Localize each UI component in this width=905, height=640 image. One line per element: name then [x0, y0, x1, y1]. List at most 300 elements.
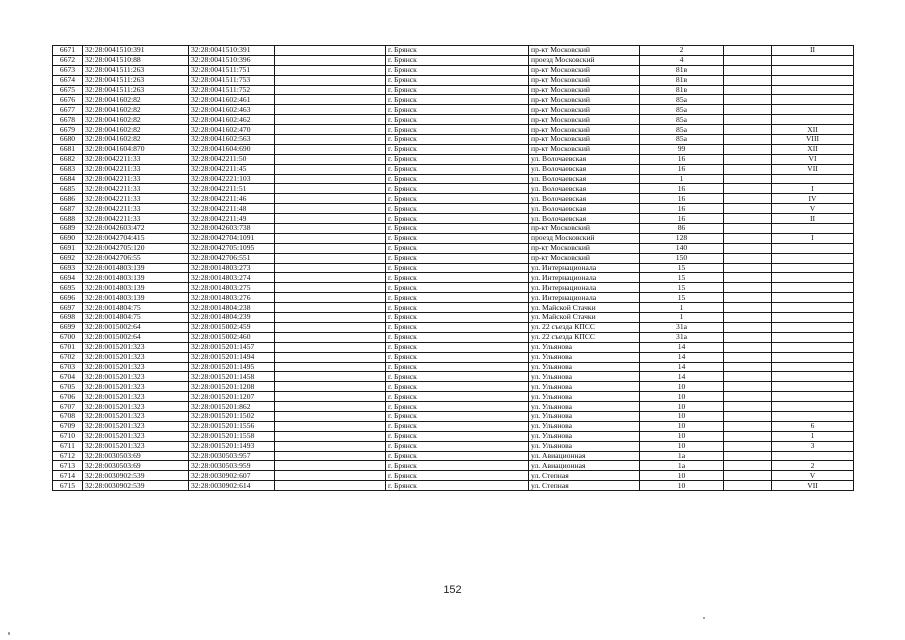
- cell-street: ул. Волочаевская: [529, 174, 640, 184]
- cell-extra-col-2: [724, 372, 772, 382]
- cell-apartment: II: [772, 46, 854, 56]
- cell-row-number: 6714: [53, 471, 83, 481]
- cell-apartment: 6: [772, 421, 854, 431]
- cell-extra-col: [275, 461, 386, 471]
- table-row: [53, 135, 854, 145]
- cell-cadastral-number: 32:28:0015201:1558: [189, 431, 275, 441]
- cell-extra-col: [275, 471, 386, 481]
- cell-cadastral-number: 32:28:0014803:275: [189, 283, 275, 293]
- table-row: [53, 352, 854, 362]
- cell-row-number: 6674: [53, 75, 83, 85]
- cell-apartment: VI: [772, 154, 854, 164]
- table-row: [53, 372, 854, 382]
- cell-street: ул. Ульянова: [529, 392, 640, 402]
- cell-street: ул. 22 съезда КПСС: [529, 322, 640, 332]
- cell-apartment: [772, 253, 854, 263]
- cell-apartment: [772, 303, 854, 313]
- table-row: [53, 184, 854, 194]
- cell-cadastral-number: 32:28:0042211:49: [189, 214, 275, 224]
- cell-street: проезд Московский: [529, 233, 640, 243]
- cell-extra-col-2: [724, 95, 772, 105]
- cell-extra-col: [275, 283, 386, 293]
- cell-extra-col: [275, 105, 386, 115]
- cell-extra-col-2: [724, 421, 772, 431]
- cell-extra-col-2: [724, 313, 772, 323]
- table-row: [53, 451, 854, 461]
- cell-extra-col: [275, 184, 386, 194]
- cell-house: 85а: [640, 95, 724, 105]
- table-row: [53, 332, 854, 342]
- cell-extra-col-2: [724, 204, 772, 214]
- cell-house: 81в: [640, 85, 724, 95]
- cell-cadastral-number: 32:28:0015201:1495: [189, 362, 275, 372]
- cell-extra-col-2: [724, 471, 772, 481]
- cell-extra-col: [275, 75, 386, 85]
- cell-extra-col-2: [724, 362, 772, 372]
- table-row: [53, 461, 854, 471]
- cell-extra-col: [275, 481, 386, 491]
- cell-cadastral-number: 32:28:0042603:738: [189, 224, 275, 234]
- cell-cadastral-number: 32:28:0042706:551: [189, 253, 275, 263]
- cell-row-number: 6711: [53, 441, 83, 451]
- cell-apartment: [772, 273, 854, 283]
- table-row: [53, 75, 854, 85]
- table-row: [53, 411, 854, 421]
- cell-cadastral-number: 32:28:0042211:46: [189, 194, 275, 204]
- cell-city: г. Брянск: [386, 263, 529, 273]
- cell-city: г. Брянск: [386, 214, 529, 224]
- cell-house: 10: [640, 471, 724, 481]
- cell-street: ул. Авиационная: [529, 461, 640, 471]
- cell-extra-col-2: [724, 411, 772, 421]
- cell-row-number: 6701: [53, 342, 83, 352]
- cell-street: ул. Майской Стачки: [529, 303, 640, 313]
- cell-extra-col: [275, 135, 386, 145]
- cell-city: г. Брянск: [386, 471, 529, 481]
- cell-extra-col-2: [724, 243, 772, 253]
- cell-street: ул. Ульянова: [529, 362, 640, 372]
- cell-cadastral-number: 32:28:0014804:239: [189, 313, 275, 323]
- cell-cadastral-parent: 32:28:0042211:33: [83, 184, 189, 194]
- cell-extra-col-2: [724, 441, 772, 451]
- cell-apartment: [772, 105, 854, 115]
- cell-extra-col: [275, 144, 386, 154]
- cell-cadastral-parent: 32:28:0015201:323: [83, 382, 189, 392]
- cell-apartment: 3: [772, 441, 854, 451]
- cell-cadastral-parent: 32:28:0014803:139: [83, 293, 189, 303]
- cell-apartment: I: [772, 184, 854, 194]
- cell-extra-col: [275, 293, 386, 303]
- cell-house: 150: [640, 253, 724, 263]
- cell-cadastral-number: 32:28:0030503:957: [189, 451, 275, 461]
- cell-city: г. Брянск: [386, 372, 529, 382]
- cell-apartment: [772, 313, 854, 323]
- cell-street: пр-кт Московский: [529, 105, 640, 115]
- cell-extra-col-2: [724, 135, 772, 145]
- cell-extra-col-2: [724, 303, 772, 313]
- cell-row-number: 6676: [53, 95, 83, 105]
- cell-house: 2: [640, 46, 724, 56]
- cell-row-number: 6679: [53, 125, 83, 135]
- cell-extra-col-2: [724, 55, 772, 65]
- cell-cadastral-parent: 32:28:0014803:139: [83, 263, 189, 273]
- cell-cadastral-parent: 32:28:0015201:323: [83, 362, 189, 372]
- cell-city: г. Брянск: [386, 204, 529, 214]
- cell-extra-col-2: [724, 174, 772, 184]
- cell-cadastral-number: 32:28:0041602:470: [189, 125, 275, 135]
- cell-row-number: 6683: [53, 164, 83, 174]
- cell-city: г. Брянск: [386, 303, 529, 313]
- table-row: [53, 46, 854, 56]
- cell-cadastral-number: 32:28:0015201:1502: [189, 411, 275, 421]
- cell-extra-col-2: [724, 293, 772, 303]
- table-row: [53, 273, 854, 283]
- cell-street: ул. Ульянова: [529, 411, 640, 421]
- cell-extra-col: [275, 332, 386, 342]
- cell-apartment: [772, 392, 854, 402]
- cell-apartment: VII: [772, 164, 854, 174]
- table-row: [53, 471, 854, 481]
- cell-cadastral-number: 32:28:0042705:1095: [189, 243, 275, 253]
- cell-city: г. Брянск: [386, 184, 529, 194]
- cell-extra-col-2: [724, 431, 772, 441]
- table-row: [53, 342, 854, 352]
- cell-cadastral-parent: 32:28:0041602:82: [83, 95, 189, 105]
- cell-cadastral-number: 32:28:0014804:238: [189, 303, 275, 313]
- cell-city: г. Брянск: [386, 392, 529, 402]
- cell-cadastral-parent: 32:28:0042211:33: [83, 214, 189, 224]
- cell-row-number: 6693: [53, 263, 83, 273]
- cell-row-number: 6680: [53, 135, 83, 145]
- cell-extra-col: [275, 352, 386, 362]
- cell-city: г. Брянск: [386, 431, 529, 441]
- cell-row-number: 6677: [53, 105, 83, 115]
- cell-apartment: VIII: [772, 135, 854, 145]
- cell-house: 10: [640, 402, 724, 412]
- cell-cadastral-parent: 32:28:0015201:323: [83, 421, 189, 431]
- cell-street: ул. Степная: [529, 471, 640, 481]
- cell-cadastral-number: 32:28:0015201:1494: [189, 352, 275, 362]
- cell-extra-col-2: [724, 451, 772, 461]
- cell-extra-col: [275, 263, 386, 273]
- cell-house: 10: [640, 441, 724, 451]
- cell-extra-col-2: [724, 115, 772, 125]
- cell-cadastral-parent: 32:28:0014803:139: [83, 273, 189, 283]
- cell-cadastral-parent: 32:28:0015201:323: [83, 411, 189, 421]
- cell-house: 4: [640, 55, 724, 65]
- register-sheet: [52, 45, 853, 491]
- cell-cadastral-parent: 32:28:0030902:539: [83, 471, 189, 481]
- cell-city: г. Брянск: [386, 342, 529, 352]
- cell-street: пр-кт Московский: [529, 144, 640, 154]
- cell-apartment: VII: [772, 481, 854, 491]
- cell-extra-col-2: [724, 75, 772, 85]
- cell-extra-col-2: [724, 253, 772, 263]
- cell-house: 10: [640, 481, 724, 491]
- cell-house: 86: [640, 224, 724, 234]
- cell-cadastral-parent: 32:28:0042211:33: [83, 174, 189, 184]
- cell-row-number: 6678: [53, 115, 83, 125]
- cell-city: г. Брянск: [386, 402, 529, 412]
- cell-extra-col-2: [724, 461, 772, 471]
- cell-cadastral-number: 32:28:0014803:273: [189, 263, 275, 273]
- cell-row-number: 6702: [53, 352, 83, 362]
- table-row: [53, 481, 854, 491]
- cell-row-number: 6707: [53, 402, 83, 412]
- cell-street: пр-кт Московский: [529, 135, 640, 145]
- cell-apartment: I: [772, 233, 854, 243]
- cell-house: 1: [640, 174, 724, 184]
- cell-row-number: 6682: [53, 154, 83, 164]
- cell-cadastral-number: 32:28:0041602:462: [189, 115, 275, 125]
- cell-apartment: [772, 55, 854, 65]
- cell-extra-col: [275, 411, 386, 421]
- cell-cadastral-number: 32:28:0015201:1493: [189, 441, 275, 451]
- cell-extra-col: [275, 431, 386, 441]
- table-row: [53, 253, 854, 263]
- table-row: [53, 293, 854, 303]
- cell-city: г. Брянск: [386, 322, 529, 332]
- cell-row-number: 6704: [53, 372, 83, 382]
- cell-city: г. Брянск: [386, 194, 529, 204]
- cell-city: г. Брянск: [386, 451, 529, 461]
- cell-house: 1: [640, 313, 724, 323]
- cell-cadastral-parent: 32:28:0030503:69: [83, 461, 189, 471]
- cell-row-number: 6713: [53, 461, 83, 471]
- cell-house: 85а: [640, 115, 724, 125]
- cell-city: г. Брянск: [386, 313, 529, 323]
- cell-city: г. Брянск: [386, 95, 529, 105]
- cell-extra-col-2: [724, 85, 772, 95]
- cell-street: пр-кт Московский: [529, 243, 640, 253]
- cell-extra-col-2: [724, 144, 772, 154]
- cell-cadastral-number: 32:28:0015201:1458: [189, 372, 275, 382]
- cell-street: пр-кт Московский: [529, 75, 640, 85]
- cell-cadastral-parent: 32:28:0041604:870: [83, 144, 189, 154]
- cell-row-number: 6694: [53, 273, 83, 283]
- cell-street: ул. Ульянова: [529, 431, 640, 441]
- cell-cadastral-number: 32:28:0030902:607: [189, 471, 275, 481]
- cell-house: 1: [640, 303, 724, 313]
- cell-street: ул. Майской Стачки: [529, 313, 640, 323]
- table-row: [53, 441, 854, 451]
- cell-extra-col-2: [724, 322, 772, 332]
- cell-cadastral-number: 32:28:0030503:959: [189, 461, 275, 471]
- cell-extra-col: [275, 95, 386, 105]
- cell-house: 15: [640, 273, 724, 283]
- cell-cadastral-parent: 32:28:0041511:263: [83, 75, 189, 85]
- cell-street: ул. 22 съезда КПСС: [529, 332, 640, 342]
- cell-cadastral-parent: 32:28:0015201:323: [83, 372, 189, 382]
- cell-cadastral-number: 32:28:0042211:51: [189, 184, 275, 194]
- cell-apartment: [772, 263, 854, 273]
- cell-extra-col-2: [724, 352, 772, 362]
- cell-street: пр-кт Московский: [529, 125, 640, 135]
- cell-row-number: 6695: [53, 283, 83, 293]
- table-row: [53, 431, 854, 441]
- cell-row-number: 6675: [53, 85, 83, 95]
- cell-house: 81в: [640, 65, 724, 75]
- scan-speck: [8, 632, 10, 635]
- cell-row-number: 6684: [53, 174, 83, 184]
- cell-city: г. Брянск: [386, 154, 529, 164]
- cell-cadastral-number: 32:28:0015002:460: [189, 332, 275, 342]
- cell-cadastral-parent: 32:28:0015201:323: [83, 342, 189, 352]
- cell-extra-col-2: [724, 283, 772, 293]
- cell-row-number: 6691: [53, 243, 83, 253]
- cell-house: 140: [640, 243, 724, 253]
- cell-row-number: 6689: [53, 224, 83, 234]
- cell-extra-col: [275, 174, 386, 184]
- cell-extra-col: [275, 115, 386, 125]
- cell-city: г. Брянск: [386, 174, 529, 184]
- cell-city: г. Брянск: [386, 293, 529, 303]
- cell-extra-col-2: [724, 382, 772, 392]
- cell-extra-col-2: [724, 402, 772, 412]
- cell-row-number: 6696: [53, 293, 83, 303]
- table-row: [53, 263, 854, 273]
- cell-street: ул. Ульянова: [529, 372, 640, 382]
- cell-cadastral-parent: 32:28:0042704:415: [83, 233, 189, 243]
- cell-city: г. Брянск: [386, 362, 529, 372]
- cell-row-number: 6687: [53, 204, 83, 214]
- cell-city: г. Брянск: [386, 243, 529, 253]
- cell-extra-col-2: [724, 233, 772, 243]
- table-row: [53, 204, 854, 214]
- cell-city: г. Брянск: [386, 65, 529, 75]
- cell-apartment: [772, 342, 854, 352]
- table-row: [53, 243, 854, 253]
- cell-row-number: 6706: [53, 392, 83, 402]
- cell-cadastral-number: 32:28:0015201:1208: [189, 382, 275, 392]
- cell-cadastral-number: 32:28:0041602:563: [189, 135, 275, 145]
- cell-extra-col: [275, 125, 386, 135]
- cell-apartment: II: [772, 214, 854, 224]
- cell-extra-col-2: [724, 154, 772, 164]
- cell-city: г. Брянск: [386, 461, 529, 471]
- cell-extra-col-2: [724, 263, 772, 273]
- table-row: [53, 233, 854, 243]
- cell-row-number: 6708: [53, 411, 83, 421]
- cell-cadastral-parent: 32:28:0015201:323: [83, 392, 189, 402]
- cell-extra-col-2: [724, 332, 772, 342]
- cell-city: г. Брянск: [386, 481, 529, 491]
- scan-speck: [703, 617, 705, 619]
- table-row: [53, 322, 854, 332]
- cell-house: 14: [640, 352, 724, 362]
- cell-apartment: [772, 332, 854, 342]
- cell-apartment: [772, 75, 854, 85]
- cell-street: ул. Волочаевская: [529, 214, 640, 224]
- cell-house: 10: [640, 392, 724, 402]
- cell-cadastral-number: 32:28:0015201:862: [189, 402, 275, 412]
- cell-cadastral-number: 32:28:0042211:48: [189, 204, 275, 214]
- cell-house: 16: [640, 184, 724, 194]
- cell-city: г. Брянск: [386, 233, 529, 243]
- table-row: [53, 144, 854, 154]
- cell-apartment: [772, 243, 854, 253]
- cell-apartment: [772, 283, 854, 293]
- cell-street: ул. Ульянова: [529, 342, 640, 352]
- table-row: [53, 105, 854, 115]
- cell-row-number: 6710: [53, 431, 83, 441]
- cell-extra-col: [275, 194, 386, 204]
- cell-house: 128: [640, 233, 724, 243]
- cell-cadastral-parent: 32:28:0042211:33: [83, 164, 189, 174]
- cell-city: г. Брянск: [386, 115, 529, 125]
- cell-city: г. Брянск: [386, 125, 529, 135]
- cell-cadastral-parent: 32:28:0041602:82: [83, 125, 189, 135]
- page-number: 152: [443, 584, 462, 596]
- cell-city: г. Брянск: [386, 283, 529, 293]
- cell-street: пр-кт Московский: [529, 95, 640, 105]
- cell-row-number: 6690: [53, 233, 83, 243]
- cell-cadastral-parent: 32:28:0042706:55: [83, 253, 189, 263]
- cell-extra-col: [275, 154, 386, 164]
- cell-city: г. Брянск: [386, 411, 529, 421]
- cell-cadastral-number: 32:28:0015002:459: [189, 322, 275, 332]
- cell-house: 14: [640, 342, 724, 352]
- cell-row-number: 6692: [53, 253, 83, 263]
- cell-apartment: V: [772, 204, 854, 214]
- cell-extra-col-2: [724, 214, 772, 224]
- cell-cadastral-number: 32:28:0041511:752: [189, 85, 275, 95]
- cell-row-number: 6700: [53, 332, 83, 342]
- cell-extra-col: [275, 303, 386, 313]
- table-row: [53, 313, 854, 323]
- cell-row-number: 6688: [53, 214, 83, 224]
- cell-street: пр-кт Московский: [529, 253, 640, 263]
- cell-street: ул. Степная: [529, 481, 640, 491]
- cell-cadastral-parent: 32:28:0042211:33: [83, 154, 189, 164]
- cell-apartment: [772, 372, 854, 382]
- cell-apartment: IV: [772, 194, 854, 204]
- cell-cadastral-number: 32:28:0015201:1457: [189, 342, 275, 352]
- cell-row-number: 6712: [53, 451, 83, 461]
- cell-row-number: 6705: [53, 382, 83, 392]
- cell-city: г. Брянск: [386, 105, 529, 115]
- table-row: [53, 115, 854, 125]
- cell-house: 99: [640, 144, 724, 154]
- cell-house: 14: [640, 362, 724, 372]
- cell-cadastral-parent: 32:28:0041602:82: [83, 105, 189, 115]
- cell-apartment: [772, 382, 854, 392]
- cell-city: г. Брянск: [386, 135, 529, 145]
- cell-house: 15: [640, 263, 724, 273]
- cell-cadastral-parent: 32:28:0015201:323: [83, 441, 189, 451]
- cell-cadastral-parent: 32:28:0015201:323: [83, 402, 189, 412]
- cell-street: пр-кт Московский: [529, 85, 640, 95]
- cell-house: 85а: [640, 125, 724, 135]
- cell-row-number: 6699: [53, 322, 83, 332]
- cell-extra-col: [275, 164, 386, 174]
- cell-city: г. Брянск: [386, 332, 529, 342]
- cell-row-number: 6703: [53, 362, 83, 372]
- cell-extra-col-2: [724, 46, 772, 56]
- cell-city: г. Брянск: [386, 75, 529, 85]
- table-row: [53, 283, 854, 293]
- cell-house: 81в: [640, 75, 724, 85]
- cell-house: 85а: [640, 135, 724, 145]
- cell-extra-col: [275, 322, 386, 332]
- cell-house: 16: [640, 194, 724, 204]
- cell-city: г. Брянск: [386, 352, 529, 362]
- cell-street: ул. Ульянова: [529, 402, 640, 412]
- table-row: [53, 65, 854, 75]
- cell-street: ул. Интернационала: [529, 263, 640, 273]
- cell-street: ул. Волочаевская: [529, 164, 640, 174]
- cell-cadastral-parent: 32:28:0041510:88: [83, 55, 189, 65]
